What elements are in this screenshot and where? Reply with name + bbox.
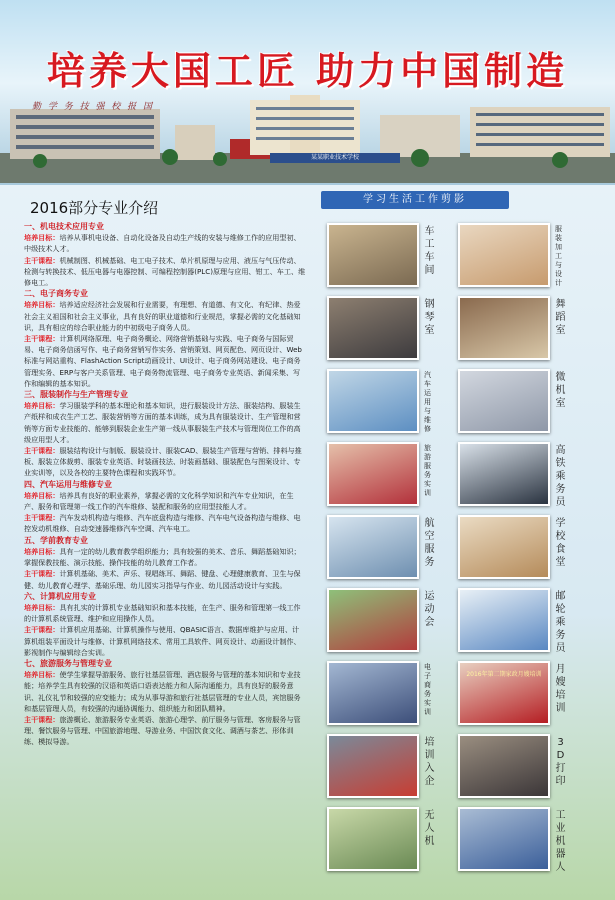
major-courses [24,445,306,479]
major-goal [24,490,306,512]
gallery-label: 航空服务 [424,518,435,568]
gallery-label: 钢琴室 [424,299,435,336]
course-tag: 主干课程： [24,446,60,456]
gallery-photo [458,515,550,579]
goal-tag: 培养目标： [24,401,60,411]
gallery-label: 旅游服务实训 [424,444,431,497]
gallery-photo [458,223,550,287]
major-heading: 四、汽车运用与维修专业 [24,479,112,489]
major-courses [24,333,306,389]
page-headline: 培养大国工匠 助力中国制造 [46,48,569,93]
gallery-photo [327,442,419,506]
major-goal [24,299,306,333]
gallery-label: 服装加工与设计 [555,225,562,287]
gate-sign: 某某职业技术学校 [270,153,400,163]
goal-text: 使学生掌握导游服务、旅行社基层管理、酒店服务与管理的基本知识和专业技能；培养学生具有较强的汉语和英语口语表达能力和人际沟通能力，具有良好的服务意识、礼仪礼节和较强的应变能力；成为从事导游和旅行社基层管理的专业人员，宾馆服务和基层管理人员，有较强的沟通协调能力、组织能力和团队精神。 [24,670,301,713]
gallery-photo [327,223,419,287]
goal-tag: 培养目标： [24,546,60,556]
gallery-label: 3D打印 [555,737,566,787]
course-text: 计算机基础、美术、声乐、视唱练耳、舞蹈、键盘、心理健康教育、卫生与保健、幼儿教育心理学、基础乐理、幼儿园实习指导与作业、幼儿园活动设计与实践。 [24,569,301,590]
gallery-photo [327,369,419,433]
major-goal [24,232,306,254]
goal-tag: 培养目标： [24,602,60,612]
major-courses [24,512,306,534]
section-title: 2016部分专业介绍 [30,199,159,217]
course-text: 汽车发动机构造与维修、汽车底盘构造与维修、汽车电气设备构造与维修、电控发动机维修、自动变速器维修汽车空调、汽车电工。 [24,513,301,534]
major-heading: 二、电子商务专业 [24,289,88,299]
goal-text: 培养具有良好的职业素养，掌握必需的文化科学知识和汽车专业知识，在生产、服务和管理第一线工作的汽车维修、装配和服务的应用型技能人才。 [24,490,294,512]
course-text: 计算机网络原理、电子商务概论、网络营销基础与实践、电子商务与国际贸易、电子商务信函写作、电子商务营销写作实务、营销策划、网页配色、网页设计、Web标准与网站重构、FlashAction Script动画设计、UI设计、电子商务网站建设、电子商务管理实务、ERP与客户关系管理、电子商务物流管理、电子商务专业英语、新闻采集、写作和编辑的基本知识。 [24,334,302,388]
major-courses [24,255,306,289]
goal-tag: 培养目标： [24,233,60,243]
gallery-label: 邮轮乘务员 [555,591,566,654]
course-tag: 主干课程： [24,334,60,344]
gallery-photo [327,588,419,652]
gallery-photo [327,807,419,871]
major-courses [24,714,306,748]
majors-list [24,221,306,748]
school-motto: 勤 学 务 技 强 校 报 国 [32,102,155,112]
goal-tag: 培养目标： [24,300,60,310]
major-goal [24,669,306,714]
goal-tag: 培养目标： [24,670,60,680]
gallery-label: 汽车运用与维修 [424,371,431,433]
major-heading: 三、服装制作与生产管理专业 [24,390,128,400]
goal-text: 具有扎实的计算机专业基础知识和基本技能，在生产、服务和管理第一线工作的计算机系统管理、维护和应用操作人员。 [24,602,301,624]
gallery-label: 工业机器人 [555,810,566,873]
gallery-label: 微机室 [555,372,566,409]
gallery-label: 电子商务实训 [424,663,431,716]
major-heading: 七、旅游服务与管理专业 [24,658,112,668]
course-text: 计算机应用基础、计算机操作与使用、QBASIC语言、数据库维护与应用、计算机组装平面设计与维修、计算机网络技术、常用工具软件、网页设计、动画设计制作、影视制作与编辑综合实训。 [24,625,301,657]
major-courses [24,624,306,658]
goal-text: 具有一定的幼儿教育教学组织能力；具有较强的美术、音乐、舞蹈基础知识；掌握保教技能、演示技能、操作技能的幼儿教育工作者。 [24,546,301,568]
gallery-photo [458,588,550,652]
gallery-label: 学校食堂 [555,518,566,568]
course-text: 服装结构设计与制版、服装设计、服装CAD、服装生产管理与营销、排料与推板、服装立体裁剪、服装专业英语、时装画技法、时装画基础、服装配色与图案设计、专业实训等，以及各校的主要特色课程和实践环节。 [24,446,302,478]
course-tag: 主干课程： [24,569,60,579]
major-goal [24,546,306,568]
gallery-photo [327,661,419,725]
gallery-label: 舞蹈室 [555,299,566,336]
gallery-label: 运动会 [424,591,435,628]
goal-tag: 培养目标： [24,490,60,500]
goal-text: 学习服装学科的基本理论和基本知识，进行服装设计方法、服装结构、服装生产纸样和成衣生产工艺、服装营销等方面的基本训练，成为具有服装设计、生产管理和营销等方面专业技能的、能够到服装企业生产第一线从事服装生产技术与管理岗位工作的高级应用型人才。 [24,401,301,444]
course-text: 旅游概论、旅游服务专业英语、旅游心理学、前厅服务与管理、客房服务与管理、餐饮服务与管理、中国旅游地理、导游业务、中国饮食文化、调酒与茶艺、形体训练、模拟导游。 [24,714,301,747]
gallery-label: 无人机 [424,810,435,847]
goal-text: 培养从事机电设备、自动化设备及自动生产线的安装与维修工作的应用型初、中级技术人才。 [24,233,301,254]
photo-caption: 2016年第二期家政月嫂培训 [466,671,542,678]
major-heading: 一、机电技术应用专业 [24,222,104,231]
gallery-label: 培训入企 [424,737,435,787]
major-heading: 六、计算机应用专业 [24,591,96,601]
goal-text: 培养适应经济社会发展和行业需要，有理想、有道德、有文化、有纪律、热爱社会主义祖国和社会主义事业，具有良好的职业道德和行业规范，掌握必需的文化基础知识，具有相应的综合职业能力的中初级电子商务人员。 [24,300,301,332]
gallery-photo [458,369,550,433]
course-text: 机械制图、机械基础、电工电子技术、单片机原理与应用、液压与气压传动、检测与转换技术、低压电器与电器控制、可编程控制器(PLC)原理与应用、钳工、车工、维修电工。 [24,255,306,288]
gallery-label: 高铁乘务员 [555,445,566,508]
gallery-photo [458,296,550,360]
gallery-photo [458,442,550,506]
major-goal [24,400,306,445]
gallery-photo [327,515,419,579]
gallery-photo [458,661,550,725]
gallery-photo [327,296,419,360]
gallery-photo [458,807,550,871]
course-tag: 主干课程： [24,513,60,523]
gallery-label: 车工车间 [424,226,435,276]
course-tag: 主干课程： [24,625,60,635]
gallery-photo [327,734,419,798]
major-courses [24,568,306,590]
major-goal [24,602,306,624]
major-heading: 五、学前教育专业 [24,535,88,545]
course-tag: 主干课程： [24,255,60,265]
gallery-photo [458,734,550,798]
gallery-label: 月嫂培训 [555,664,566,714]
gallery-title: 学习生活工作剪影 [321,191,509,209]
course-tag: 主干课程： [24,714,60,724]
